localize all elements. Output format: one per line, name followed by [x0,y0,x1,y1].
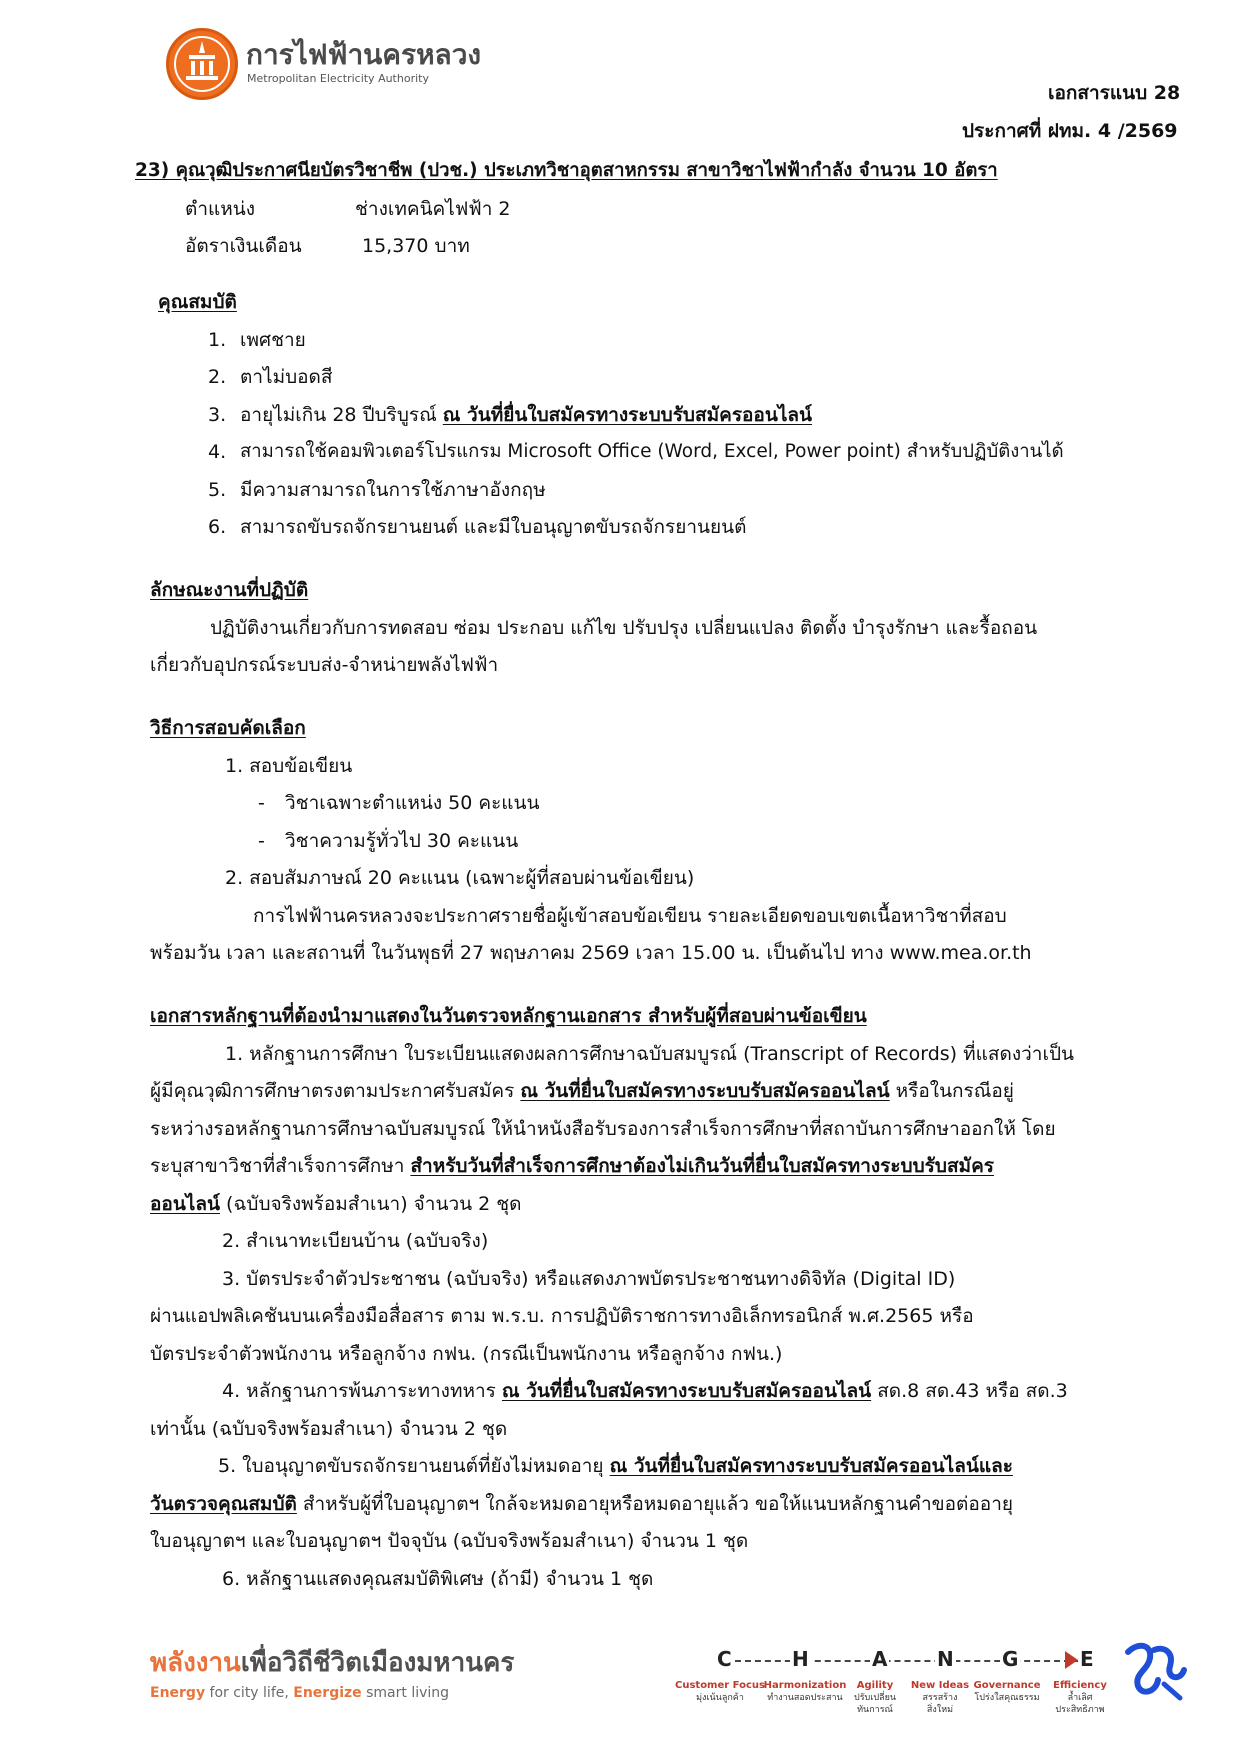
document-line [218,1453,1013,1479]
change-letter: N [937,1647,954,1671]
document-text: 5. ใบอนุญาตขับรถจักรยานยนต์ที่ยังไม่หมดอายุ [218,1455,610,1477]
footer-slogan-en [150,1684,449,1702]
qualification-item: สามารถขับรถจักรยานยนต์ และมีใบอนุญาตขับรถจักรยานยนต์ [240,516,747,538]
exam-written: 1. สอบข้อเขียน [225,755,353,777]
position-value: ช่างเทคนิคไฟฟ้า 2 [355,198,511,220]
change-letter: C [717,1647,732,1671]
list-item-number: 1. [208,329,227,351]
document-line: 3. บัตรประจำตัวประชาชน (ฉบับจริง) หรือแสดงภาพบัตรประชาชนทางดิจิทัล (Digital ID) [222,1268,956,1290]
announcement-number: ประกาศที่ ฝทม. 4 /2569 [962,120,1178,142]
value-label-th: ทำงานสอดประสาน [767,1693,843,1703]
list-item-number: 2. [208,366,227,388]
value-label-en: Efficiency [1053,1680,1107,1691]
job-description-line: ปฏิบัติงานเกี่ยวกับการทดสอบ ซ่อม ประกอบ แก้ไข ปรับปรุง เปลี่ยนแปลง ติดตั้ง บำรุงรักษา และรื้อถอน [210,617,1038,639]
document-line: ผ่านแอปพลิเคชันบนเครื่องมือสื่อสาร ตาม พ.ร.บ. การปฏิบัติราชการทางอิเล็กทรอนิกส์ พ.ศ.2565 หรือ [150,1305,974,1327]
document-text: 4. หลักฐานการพ้นภาระทางทหาร [222,1380,502,1402]
list-item-number: 3. [208,404,227,426]
position-title: 23) คุณวุฒิประกาศนียบัตรวิชาชีพ (ปวช.) ประเภทวิชาอุตสาหกรรม สาขาวิชาไฟฟ้ากำลัง จำนวน 10 อัตรา [135,160,998,181]
exam-subject: วิชาเฉพาะตำแหน่ง 50 คะแนน [285,792,540,814]
exam-heading: วิธีการสอบคัดเลือก [150,717,306,739]
qualification-item [240,402,812,428]
qualifications-heading: คุณสมบัติ [158,291,237,313]
qualification-text: อายุไม่เกิน 28 ปีบริบูรณ์ [240,404,443,426]
logo-wordmark-th: การไฟฟ้านครหลวง [246,38,482,71]
document-text: หรือในกรณีอยู่ [889,1080,1014,1102]
exam-announcement-line: การไฟฟ้านครหลวงจะประกาศรายชื่อผู้เข้าสอบข้อเขียน รายละเอียดขอบเขตเนื้อหาวิชาที่สอบ [253,905,1007,927]
document-emphasis: ออนไลน์ [150,1193,220,1215]
document-line [150,1191,522,1217]
document-emphasis: วันตรวจคุณสมบัติ [150,1493,297,1515]
list-item-number: 4. [208,441,227,463]
slogan-en-part: smart living [361,1685,450,1701]
document-emphasis: ณ วันที่ยื่นใบสมัครทางระบบรับสมัครออนไลน์และ [609,1455,1013,1477]
change-letter: H [792,1647,809,1671]
slogan-th-rest: เพื่อวิถีชีวิตเมืองมหานคร [240,1648,515,1678]
value-label-en: Governance [973,1680,1041,1691]
document-line: เท่านั้น (ฉบับจริงพร้อมสำเนา) จำนวน 2 ชุด [150,1418,508,1440]
footer-slogan-th [150,1648,514,1678]
document-line: ใบอนุญาตฯ และใบอนุญาตฯ ปัจจุบัน (ฉบับจริงพร้อมสำเนา) จำนวน 1 ชุด [150,1530,749,1552]
exam-announcement-line: พร้อมวัน เวลา และสถานที่ ในวันพุธที่ 27 พฤษภาคม 2569 เวลา 15.00 น. เป็นต้นไป ทาง www.mea.or.th [150,942,1032,964]
document-emphasis: สำหรับวันที่สำเร็จการศึกษาต้องไม่เกินวันที่ยื่นใบสมัครทางระบบรับสมัคร [410,1155,994,1177]
qualification-item: สามารถใช้คอมพิวเตอร์โปรแกรม Microsoft Office (Word, Excel, Power point) สำหรับปฏิบัติงานได้ [240,441,1064,462]
logo-wordmark-en: Metropolitan Electricity Authority [247,72,429,85]
document-line [150,1078,1014,1104]
slogan-en-part: Energy [150,1685,206,1701]
salary-value: 15,370 บาท [362,235,470,257]
value-label-th: ล้ำเลิศ [1067,1693,1093,1703]
list-item-number: 6. [208,516,227,538]
arrow-right-icon [1065,1651,1078,1669]
value-label-en: Harmonization [763,1680,847,1691]
document-text: สด.8 สด.43 หรือ สด.3 [871,1380,1068,1402]
change-letter: E [1080,1647,1094,1671]
document-line: ระหว่างรอหลักฐานการศึกษาฉบับสมบูรณ์ ให้นำหนังสือรับรองการสำเร็จการศึกษาที่สถาบันการศึกษาออกให้ โดย [150,1118,1056,1140]
exam-interview: 2. สอบสัมภาษณ์ 20 คะแนน (เฉพาะผู้ที่สอบผ่านข้อเขียน) [225,867,695,889]
slogan-en-part: for city life, [205,1685,294,1701]
document-line: 2. สำเนาทะเบียนบ้าน (ฉบับจริง) [222,1230,489,1252]
value-label-th: มุ่งเน้นลูกค้า [696,1693,744,1703]
qualification-item: ตาไม่บอดสี [240,366,333,388]
document-emphasis: ณ วันที่ยื่นใบสมัครทางระบบรับสมัครออนไลน์ [501,1380,872,1402]
document-emphasis: ณ วันที่ยื่นใบสมัครทางระบบรับสมัครออนไลน์ [520,1080,890,1102]
value-label-th: ประสิทธิภาพ [1055,1705,1105,1715]
document-line [150,1491,1013,1517]
value-label-th: ปรับเปลี่ยน [854,1693,896,1703]
document-text: ระบุสาขาวิชาที่สำเร็จการศึกษา [150,1155,411,1177]
position-label: ตำแหน่ง [185,198,256,220]
value-label-th: สรรสร้าง [922,1693,958,1703]
job-description-line: เกี่ยวกับอุปกรณ์ระบบส่ง-จำหน่ายพลังไฟฟ้า [150,654,499,676]
dash-bullet: - [258,792,265,814]
dash-bullet: - [258,830,265,852]
value-label-th: โปร่งใสคุณธรรม [974,1693,1040,1703]
brand-mark-icon [1120,1640,1190,1702]
value-label-th: สิ่งใหม่ [926,1705,954,1715]
value-label-en: Agility [856,1680,894,1691]
slogan-th-highlight: พลังงาน [150,1648,241,1678]
documents-heading: เอกสารหลักฐานที่ต้องนำมาแสดงในวันตรวจหลักฐานเอกสาร สำหรับผู้ที่สอบผ่านข้อเขียน [150,1005,867,1027]
value-label-en: Customer Focus [675,1680,765,1691]
document-line: 1. หลักฐานการศึกษา ใบระเบียนแสดงผลการศึกษาฉบับสมบูรณ์ (Transcript of Records) ที่แสดงว่าเป็น [225,1043,1074,1065]
mea-logo-emblem [166,28,238,100]
exam-subject: วิชาความรู้ทั่วไป 30 คะแนน [285,830,519,852]
document-text: (ฉบับจริงพร้อมสำเนา) จำนวน 2 ชุด [220,1193,522,1215]
change-dashed-line [735,1660,1080,1662]
list-item-number: 5. [208,479,227,501]
qualification-item: เพศชาย [240,329,306,351]
document-line [222,1378,1068,1404]
document-line [150,1153,994,1179]
qualification-emphasis: ณ วันที่ยื่นใบสมัครทางระบบรับสมัครออนไลน์ [442,404,813,426]
value-label-en: New Ideas [910,1680,970,1691]
attachment-number: เอกสารแนบ 28 [1048,82,1181,104]
document-line: 6. หลักฐานแสดงคุณสมบัติพิเศษ (ถ้ามี) จำนวน 1 ชุด [222,1568,654,1590]
document-line: บัตรประจำตัวพนักงาน หรือลูกจ้าง กฟน. (กรณีเป็นพนักงาน หรือลูกจ้าง กฟน.) [150,1343,783,1365]
document-text: ผู้มีคุณวุฒิการศึกษาตรงตามประกาศรับสมัคร [150,1080,521,1102]
document-text: สำหรับผู้ที่ใบอนุญาตฯ ใกล้จะหมดอายุหรือหมดอายุแล้ว ขอให้แนบหลักฐานคำขอต่ออายุ [296,1493,1014,1515]
change-letter: G [1002,1647,1019,1671]
salary-label: อัตราเงินเดือน [185,235,302,257]
slogan-en-part: Energize [293,1685,362,1701]
qualification-item: มีความสามารถในการใช้ภาษาอังกฤษ [240,479,546,501]
job-heading: ลักษณะงานที่ปฏิบัติ [150,579,309,601]
change-letter: A [872,1647,888,1671]
value-label-th: ทันการณ์ [857,1705,893,1715]
